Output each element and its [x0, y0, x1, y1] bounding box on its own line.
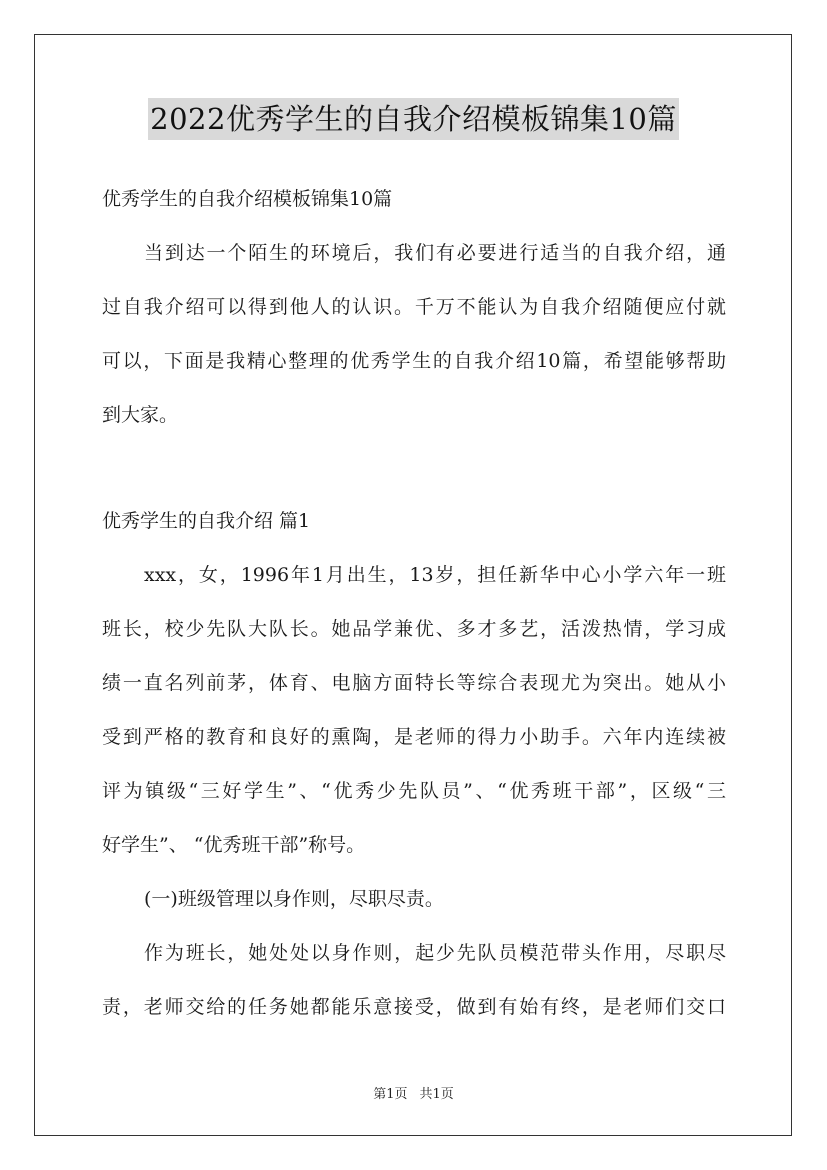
intro-line: 过自我介绍可以得到他人的认识。千万不能认为自我介绍随便应付就 — [102, 296, 726, 318]
document-title: 2022优秀学生的自我介绍模板锦集10篇 — [148, 98, 679, 140]
body-line: xxx，女，1996年1月出生，13岁，担任新华中心小学六年一班 — [144, 564, 726, 586]
title-container — [0, 98, 827, 140]
page-total: 共1页 — [419, 1087, 454, 1102]
body-line: 班长，校少先队大队长。她品学兼优、多才多艺，活泼热情，学习成 — [102, 618, 726, 640]
intro-line: 当到达一个陌生的环境后，我们有必要进行适当的自我介绍，通 — [144, 242, 726, 264]
document-subtitle: 优秀学生的自我介绍模板锦集10篇 — [102, 188, 393, 210]
section-heading: 优秀学生的自我介绍 篇1 — [102, 510, 311, 532]
body-line: 绩一直名列前茅，体育、电脑方面特长等综合表现尤为突出。她从小 — [102, 672, 726, 694]
subheading: (一)班级管理以身作则，尽职尽责。 — [144, 888, 444, 910]
body-line: 受到严格的教育和良好的熏陶，是老师的得力小助手。六年内连续被 — [102, 726, 726, 748]
paragraph-gap — [102, 442, 726, 494]
page-footer — [0, 1083, 827, 1102]
body-line: 作为班长，她处处以身作则，起少先队员模范带头作用，尽职尽 — [144, 942, 726, 964]
body-line: 评为镇级“三好学生”、“优秀少先队员”、“优秀班干部”，区级“三 — [102, 780, 726, 802]
page-number: 第1页 — [373, 1087, 408, 1102]
document-body — [102, 172, 726, 1034]
intro-line: 到大家。 — [102, 404, 179, 426]
body-line: 好学生”、 “优秀班干部”称号。 — [102, 834, 366, 856]
body-line: 责，老师交给的任务她都能乐意接受，做到有始有终，是老师们交口 — [102, 996, 726, 1018]
intro-line: 可以，下面是我精心整理的优秀学生的自我介绍10篇，希望能够帮助 — [102, 350, 726, 372]
